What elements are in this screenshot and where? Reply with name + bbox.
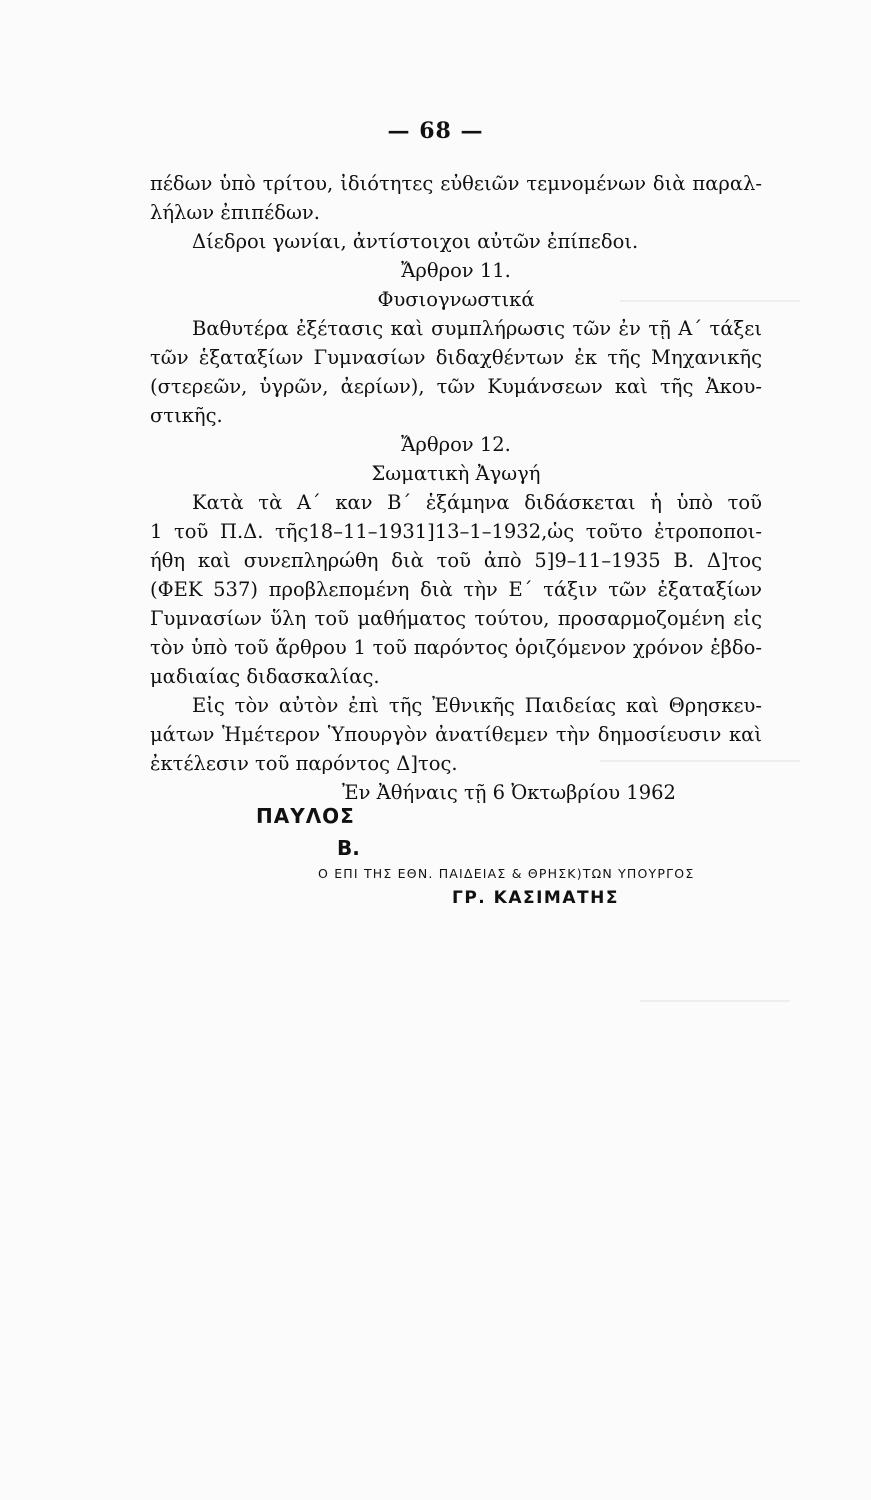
text-line-14: ήθη καὶ συνεπληρώθη διὰ τοῦ ἀπὸ 5]9–11–1935 Β. Δ]τος (150, 549, 762, 572)
text-line-20: μάτων Ἡμέτερον Ὑπουργὸν ἀνατίθεμεν τὴν δημοσίευσιν καὶ (150, 723, 762, 746)
text-line-16: Γυμνασίων ὕλη τοῦ μαθήματος τούτου, προσαρμοζομένη εἰς (150, 607, 762, 630)
text-line-21: ἐκτέλεσιν τοῦ παρόντος Δ]τος. (150, 752, 458, 775)
physics-heading: Φυσιογνωστικά (377, 288, 535, 311)
text-line-18: μαδιαίας διδασκαλίας. (150, 665, 380, 688)
king-title: Β. (337, 836, 360, 860)
text-line-8: (στερεῶν, ὑγρῶν, ἀερίων), τῶν Κυμάνσεων καὶ τῆς Ἀκου- (150, 375, 762, 398)
text-line-2: λήλων ἐπιπέδων. (150, 201, 320, 224)
text-line-12: Κατὰ τὰ Α΄ καν Β΄ ἑξάμηνα διδάσκεται ἡ ὑπὸ τοῦ (192, 491, 762, 514)
article-11-heading: Ἄρθρον 11. (401, 259, 511, 282)
bleed-through-mark (620, 300, 800, 302)
minister-name: ΓΡ. ΚΑΣΙΜΑΤΗΣ (452, 888, 619, 908)
bleed-through-mark (600, 760, 800, 762)
text-line-13: 1 τοῦ Π.Δ. τῆς18–11–1931]13–1–1932,ὡς τοῦτο ἐτροποποι- (150, 520, 762, 543)
bleed-through-mark (640, 1000, 790, 1002)
physical-education-heading: Σωματικὴ Ἀγωγή (371, 462, 541, 485)
text-line-15: (ΦΕΚ 537) προβλεπομένη διὰ τὴν Ε΄ τάξιν τῶν ἑξαταξίων (150, 578, 762, 601)
minister-title: Ο ΕΠΙ ΤΗΣ ΕΘΝ. ΠΑΙΔΕΙΑΣ & ΘΡΗΣΚ)ΤΩΝ ΥΠΟΥΡΓΟΣ (318, 866, 695, 881)
text-line-17: τὸν ὑπὸ τοῦ ἄρθρου 1 τοῦ παρόντος ὁριζόμενον χρόνον ἑβδο- (150, 636, 762, 659)
text-line-6: Βαθυτέρα ἐξέτασις καὶ συμπλήρωσις τῶν ἐν τῇ Α΄ τάξει (192, 317, 762, 340)
page-number: — 68 — (387, 118, 484, 144)
text-line-7: τῶν ἑξαταξίων Γυμνασίων διδαχθέντων ἐκ τῆς Μηχανικῆς (150, 346, 762, 369)
date-line: Ἐν Ἀθήναις τῇ 6 Ὀκτωβρίου 1962 (342, 781, 676, 804)
article-12-heading: Ἄρθρον 12. (401, 433, 511, 456)
text-line-1: πέδων ὑπὸ τρίτου, ἰδιότητες εὐθειῶν τεμνομένων διὰ παραλ- (150, 172, 762, 195)
text-line-9: στικῆς. (150, 404, 223, 427)
body-text (150, 169, 762, 807)
text-line-3: Δίεδροι γωνίαι, ἀντίστοιχοι αὐτῶν ἐπίπεδοι. (192, 230, 639, 253)
text-line-19: Εἰς τὸν αὐτὸν ἐπὶ τῆς Ἐθνικῆς Παιδείας καὶ Θρησκευ- (192, 694, 762, 717)
king-name: ΠΑΥΛΟΣ (256, 804, 355, 828)
